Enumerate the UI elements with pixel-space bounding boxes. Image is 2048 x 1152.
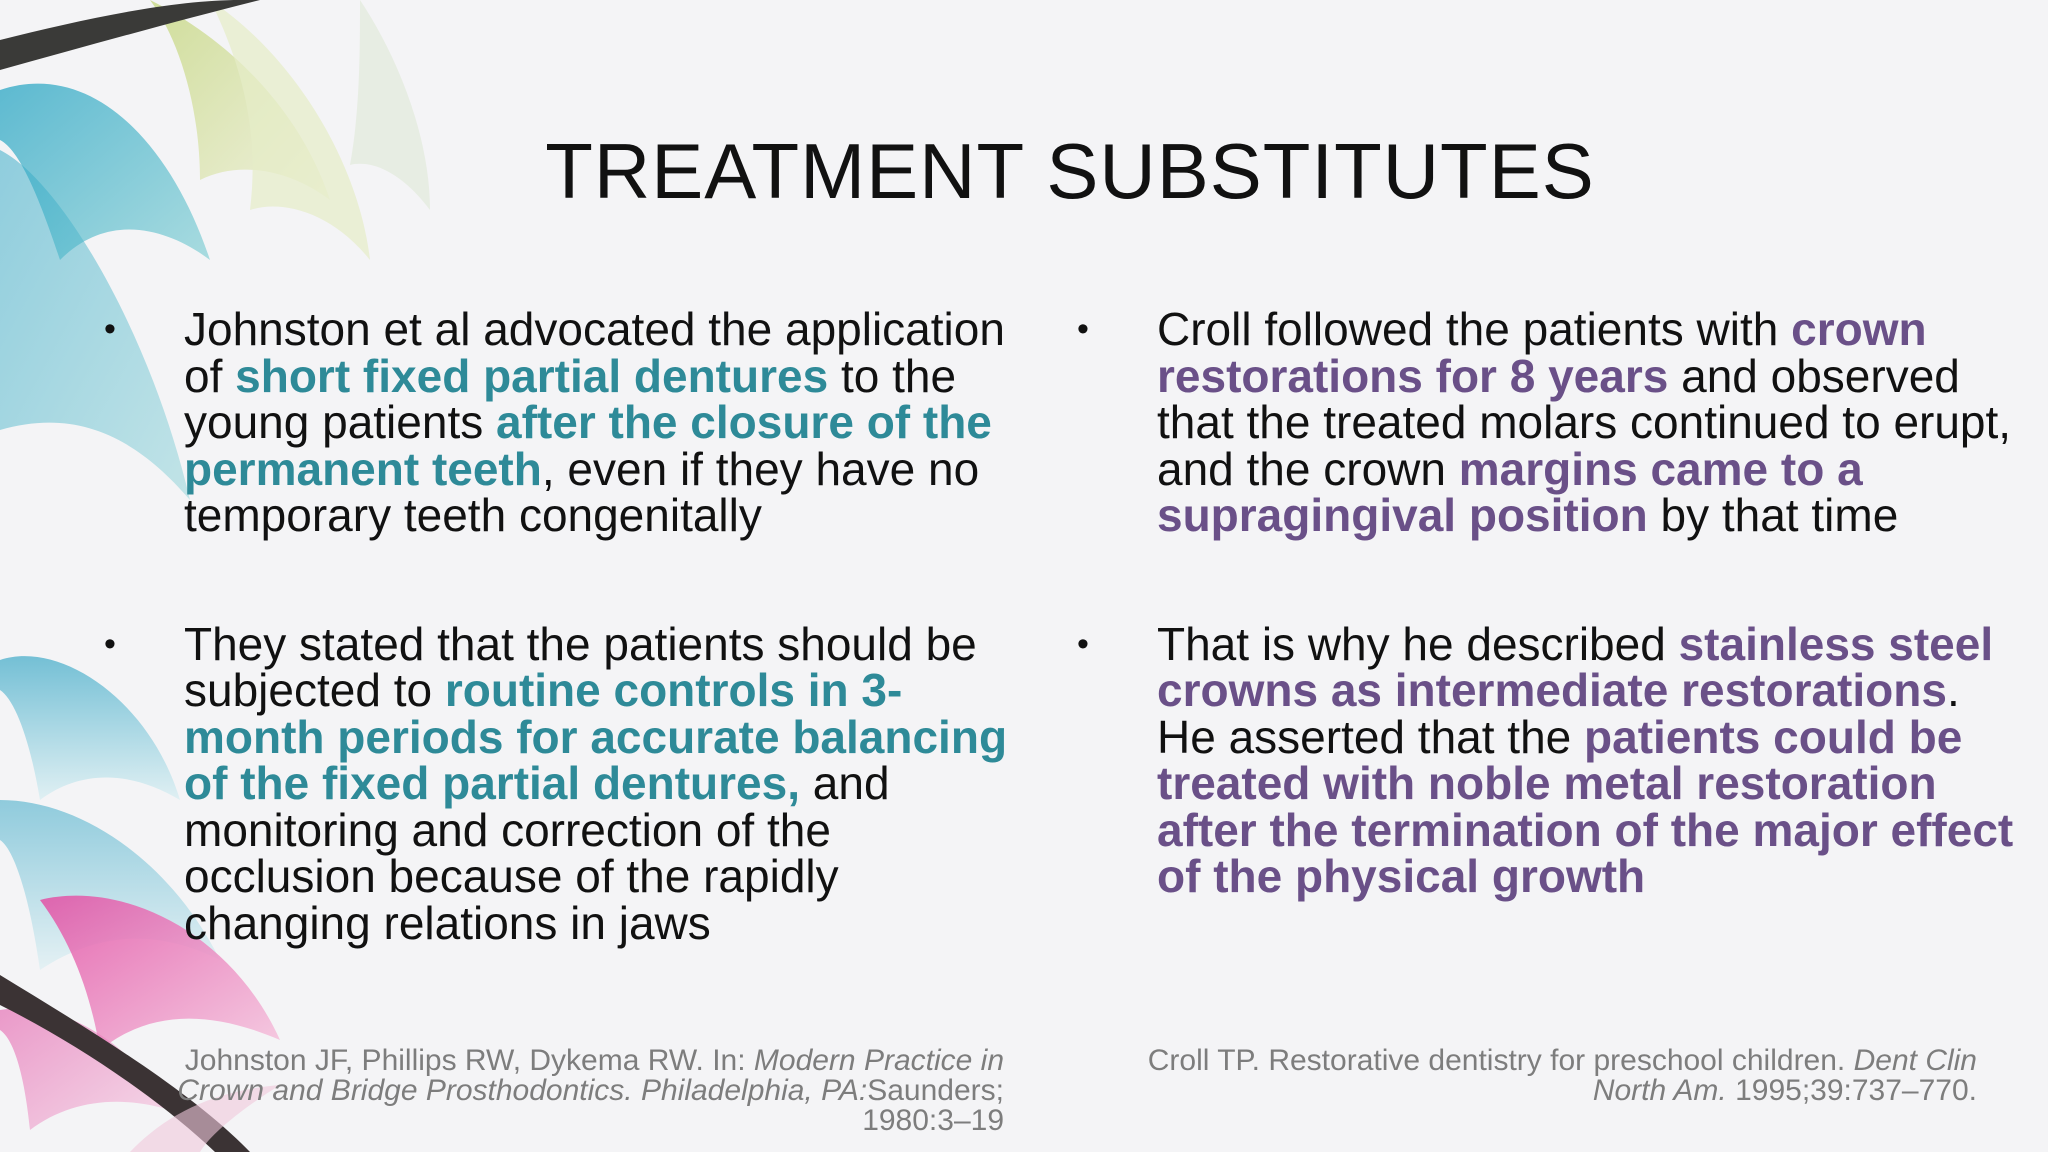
highlight-short-fixed-partial-dentures: short fixed partial dentures bbox=[235, 349, 829, 402]
bullet-item-routine-controls bbox=[104, 617, 1024, 949]
bullet-text: They stated that the patients should be subjected to routine controls in 3-month periods for accurate balancing of the fixed partial dentures, and monitoring and correction of the occlusion because of the rapidly changing relations in jaws bbox=[184, 617, 1008, 949]
bullet-text: Croll followed the patients with crown restorations for 8 years and observed that the treated molars continued to erupt, and the crown margins came to a supragingival position by that time bbox=[1157, 303, 2012, 541]
highlight-supragingival-margins: margins came to a supragingival position bbox=[1157, 442, 1863, 541]
highlight-after-closure: after the closure of the permanent teeth bbox=[184, 396, 992, 495]
slide-title: TREATMENT SUBSTITUTES bbox=[545, 127, 1595, 215]
reference-johnston: Johnston JF, Phillips RW, Dykema RW. In: Modern Practice in Crown and Bridge Prosthodontics. Philadelphia, PA:Saunders; 1980:3–19 bbox=[177, 1044, 1004, 1137]
bullet-icon: • bbox=[104, 624, 116, 663]
left-column bbox=[104, 303, 1024, 1028]
highlight-noble-metal-restoration: patients could be treated with noble metal restoration after the termination of the major effect of the physical growth bbox=[1157, 710, 2014, 902]
right-column bbox=[1077, 303, 2017, 982]
bullet-item-croll-follow-up bbox=[1077, 303, 2017, 541]
bullet-text: Johnston et al advocated the application of short fixed partial dentures to the young patients after the closure of the permanent teeth, even if they have no temporary teeth congenitally bbox=[184, 303, 1005, 541]
highlight-stainless-steel-crowns: stainless steel crowns as intermediate restorations bbox=[1157, 617, 1994, 716]
bullet-text: That is why he described stainless steel crowns as intermediate restorations. He asserted that the patients could be treated with noble metal restoration after the termination of the major effect of the physical growth bbox=[1157, 617, 2014, 902]
bullet-icon: • bbox=[1077, 310, 1089, 348]
bullet-item-johnston-advocacy bbox=[104, 303, 1024, 541]
bullet-item-stainless-steel-crowns bbox=[1077, 617, 2017, 902]
bullet-icon: • bbox=[1077, 624, 1089, 663]
highlight-crown-restorations: crown restorations for 8 years bbox=[1157, 303, 1927, 402]
bullet-icon: • bbox=[104, 310, 116, 348]
highlight-routine-controls: routine controls in 3-month periods for accurate balancing of the fixed partial dentures, bbox=[184, 664, 1008, 809]
reference-croll: Croll TP. Restorative dentistry for preschool children. Dent Clin North Am. 1995;39:737–770. bbox=[1147, 1044, 1977, 1107]
